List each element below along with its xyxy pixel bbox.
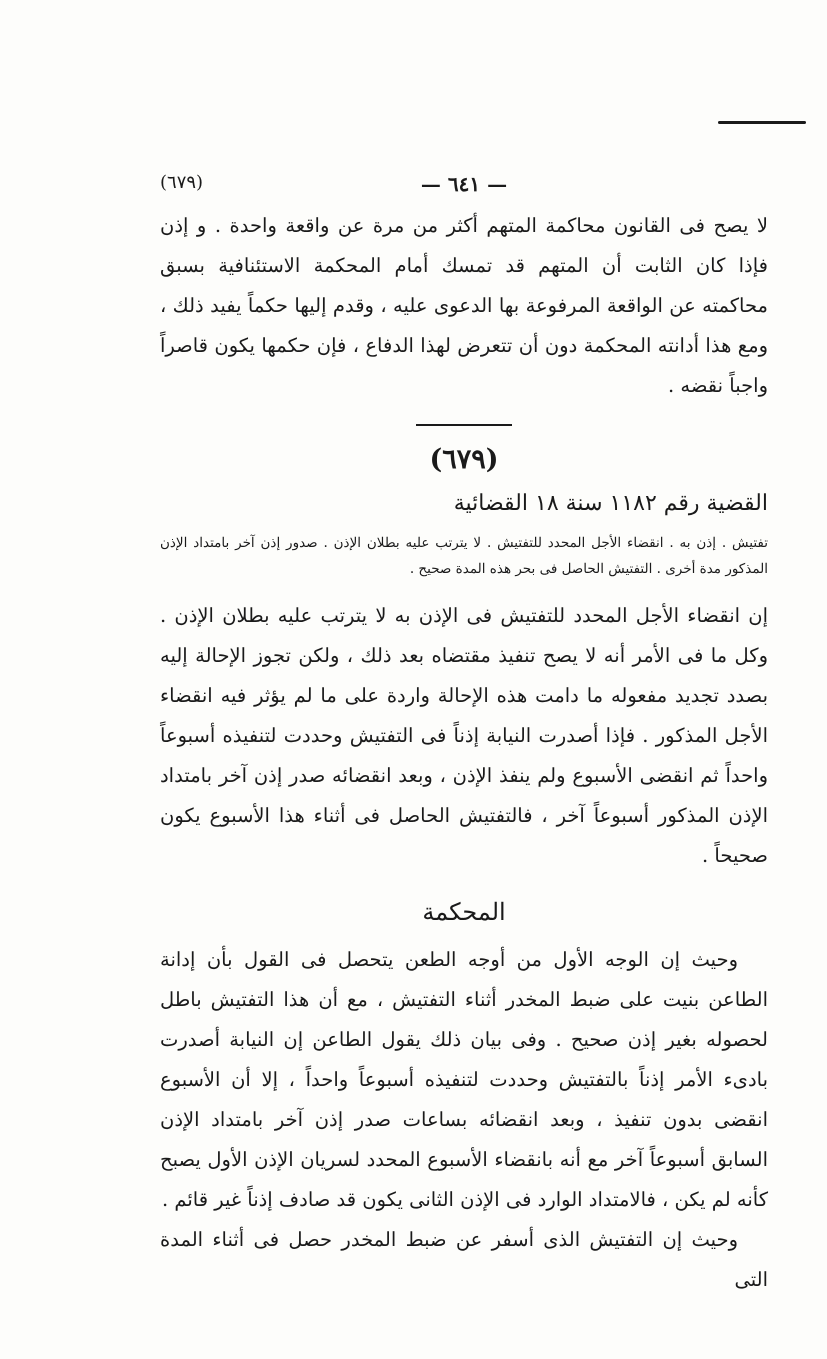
case-keywords: تفتيش . إذن به . انقضاء الأجل المحدد للتفتيش . لا يترتب عليه بطلان الإذن . صدور إذن آخر بامتداد الإذن المذكور مدة أخرى . التفتيش الحاصل فى بحر هذه المدة صحيح .	[160, 535, 768, 577]
court-paragraph: وحيث إن التفتيش الذى أسفر عن ضبط المخدر حصل فى أثناء المدة التى	[160, 1228, 768, 1291]
document-page	[160, 170, 768, 1300]
section-divider	[416, 424, 512, 426]
previous-case-conclusion: لا يصح فى القانون محاكمة المتهم أكثر من مرة عن واقعة واحدة . و إذن فإذا كان الثابت أن المتهم قد تمسك أمام المحكمة الاستئنافية بسبق محاكمته عن الواقعة المرفوعة بها الدعوى عليه ، وقدم إليها حكماً يفيد ذلك ، ومع هذا أدانته المحكمة دون أن تتعرض لهذا الدفاع ، فإن حكمها يكون قاصراً واجباً نقضه .	[160, 214, 768, 397]
court-paragraph: وحيث إن الوجه الأول من أوجه الطعن يتحصل فى القول بأن إدانة الطاعن بنيت على ضبط المخدر أثناء التفتيش ، مع أن هذا التفتيش باطل لحصوله بغير إذن صحيح . وفى بيان ذلك يقول الطاعن إن النيابة أصدرت بادىء الأمر إذناً بالتفتيش وحددت لتنفيذه أسبوعاً واحداً ، إلا أن الأسبوع انقضى بدون تنفيذ ، وبعد انقضائه بساعات صدر إذن آخر بامتداد الإذن السابق أسبوعاً آخر مع أنه بانقضاء الأسبوع المحدد لسريان الإذن الأول يصبح كأنه لم يكن ، فالامتداد الوارد فى الإذن الثانى يكون قد صادف إذناً غير قائم .	[160, 948, 768, 1211]
page-number: — ٦٤١ —	[420, 172, 508, 196]
page-edge-mark	[718, 121, 806, 124]
case-title: القضية رقم ١١٨٢ سنة ١٨ القضائية	[453, 491, 768, 516]
court-heading: المحكمة	[422, 898, 506, 926]
legal-principle: إن انقضاء الأجل المحدد للتفتيش فى الإذن به لا يترتب عليه بطلان الإذن . وكل ما فى الأمر أنه لا يصح تنفيذ مقتضاه بعد ذلك ، ولكن تجوز الإحالة إليه بصدد تجديد مفعوله ما دامت هذه الإحالة واردة على ما لم يؤثر فيه انقضاء الأجل المذكور . فإذا أصدرت النيابة إذناً فى التفتيش وحددت لتنفيذه أسبوعاً واحداً ثم انقضى الأسبوع ولم ينفذ الإذن ، وبعد انقضائه صدر إذن آخر بامتداد الإذن المذكور أسبوعاً آخر ، فالتفتيش الحاصل فى أثناء هذا الأسبوع يكون صحيحاً .	[160, 604, 768, 867]
running-case-number: (٦٧٩)	[160, 172, 204, 193]
case-number: (٦٧٩)	[429, 444, 499, 475]
running-header	[160, 170, 768, 206]
